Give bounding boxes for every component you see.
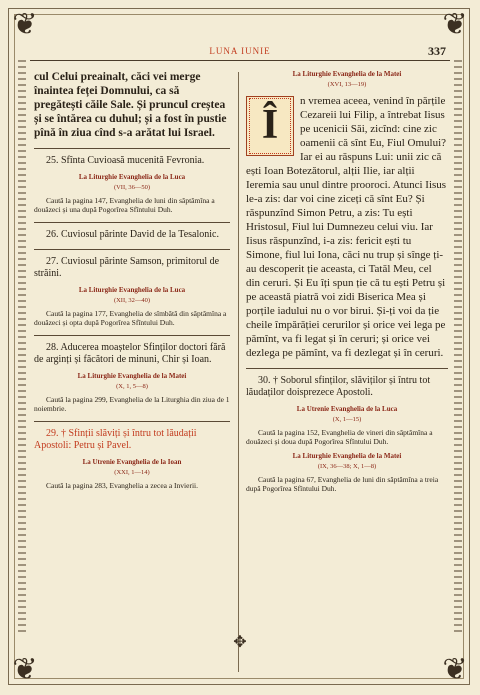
feast-29-ref: (XXI, 1—14) [114,469,150,476]
feast-29-title: 29. † Sfinții slăviți și întru tot lăudații Apostoli: Petru și Pavel. [34,428,197,451]
section-rule [34,222,230,223]
left-column [34,70,230,490]
page-header [30,44,450,64]
section-rule [34,148,230,149]
section-rule [34,421,230,422]
gospel-continuation: cul Celui preainalt, căci vei merge înaintea feței Domnului, ca să pregătești căile Sale. Și pruncul creștea și se întărea cu duhul; și a fost în pustie pînă în ziua cînd s-a arătat lui Israel. [34,71,227,139]
feast-30-note-1: Caută la pagina 152, Evanghelia de vineri din săptămîna a douăzeci și doua după Pogorîrea Sfîntului Duh. [246,428,433,446]
feast-27-title: 27. Cuviosul părinte Samson, primitorul de străini. [34,256,220,279]
corner-ornament-icon: ❦ [12,8,38,41]
feast-27-note: Caută la pagina 177, Evanghelia de sîmbătă din săptămîna a douăzeci și opta după Pogorîrea Sfîntului Duh. [34,309,227,327]
gospel-rubric: La Liturghie Evanghelia de la Matei [292,70,402,78]
feast-25-title: 25. Sfînta Cuvioasă mucenită Fevronia. [46,155,205,166]
feast-28-note: Caută la pagina 299, Evanghelia de la Liturghia din ziua de 1 noiembrie. [34,395,230,413]
feast-30-rubric-2: La Liturghie Evanghelia de la Matei [292,452,402,460]
corner-ornament-icon: ❦ [12,653,38,686]
feast-25-note: Caută la pagina 147, Evanghelia de luni din săptămîna a douăzeci și una după Pogorîrea Sfîntului Duh. [34,196,215,214]
section-rule [34,249,230,250]
right-column [246,70,448,493]
feast-28-title: 28. Aducerea moaștelor Sfinților doctori fără de arginți și făcători de minuni, Chir și Ioan. [34,342,226,365]
section-rule [34,335,230,336]
section-rule [246,368,448,369]
header-rule [30,60,450,61]
running-title: LUNA IUNIE [209,46,271,56]
gospel-text-block [246,94,448,360]
gospel-ref: (XVI, 13—19) [327,81,367,88]
feast-29-note: Caută la pagina 283, Evanghelia a zecea a Invierii. [46,481,199,490]
feast-30-rubric-1: La Utrenie Evanghelia de la Luca [296,405,398,413]
feast-30-note-2: Caută la pagina 67, Evanghelia de luni din săptămîna a treia după Pogorîrea Sfîntului Duh. [246,475,439,493]
drop-cap-letter: Î [261,102,279,148]
feast-25-rubric: La Liturghie Evanghelia de la Luca [78,173,186,181]
drop-cap-ornament [246,96,294,156]
feast-27-rubric: La Liturghie Evanghelia de la Luca [78,286,186,294]
feast-28-ref: (X, 1, 5—8) [116,383,148,390]
corner-ornament-icon: ❦ [442,653,468,686]
corner-ornament-icon: ❦ [442,8,468,41]
side-ornament [454,60,462,635]
seraph-ornament-icon: ✥ [233,634,247,651]
feast-27-ref: (XII, 32—40) [113,297,151,304]
feast-28-rubric: La Liturghie Evanghelia de la Matei [77,372,187,380]
feast-30-title: 30. † Soborul sfinților, slăviților și întru tot lăudaților doisprezece Apostoli. [246,375,431,398]
feast-25-ref: (VII, 36—50) [113,184,151,191]
side-ornament [18,60,26,635]
column-divider [238,72,239,672]
feast-30-ref-1: (X, 1—15) [332,416,362,423]
feast-29-rubric: La Utrenie Evanghelia de la Ioan [82,458,182,466]
page-number: 337 [428,44,446,58]
gospel-text: n vremea aceea, venind în părțile Cezareii lui Filip, a întrebat Iisus pe ucenicii Săi, zicînd: cine zic oamenii că sînt Eu, Fiul Omului? Iar ei au răspuns Lui: unii zic că ești Ioan Botezătorul, alții Ilie, iar alții Ieremia sau unul dintre prooroci. Atunci Iisus le-a zis: dar voi cine ziceți că sînt Eu? Și răspunzînd Simon Petru, a zis: Tu ești Hristosul, Fiul lui Dumnezeu celui viu. Iar Iisus răspunzînd, i-a zis: fericit ești tu Simone, fiul lui Iona, căci nu trup și sînge ți-au descoperit ție aceasta, ci Tatăl Meu, cel din ceruri. Și Eu îți spun ție că tu ești Petru și pe această piatră voi zidi Biserica Mea și porțile iadului nu o vor birui. Și-ți voi da ție cheile împărăției cerurilor și orice vei lega pe pămînt, va fi legat și în ceruri; și orice vei dezlega pe pămînt, va fi dezlegat și în ceruri. [246,95,447,359]
feast-30-ref-2: (IX, 36—38; X, 1—8) [317,463,377,470]
feast-26-title: 26. Cuviosul părinte David de la Tesalonic. [46,229,219,240]
